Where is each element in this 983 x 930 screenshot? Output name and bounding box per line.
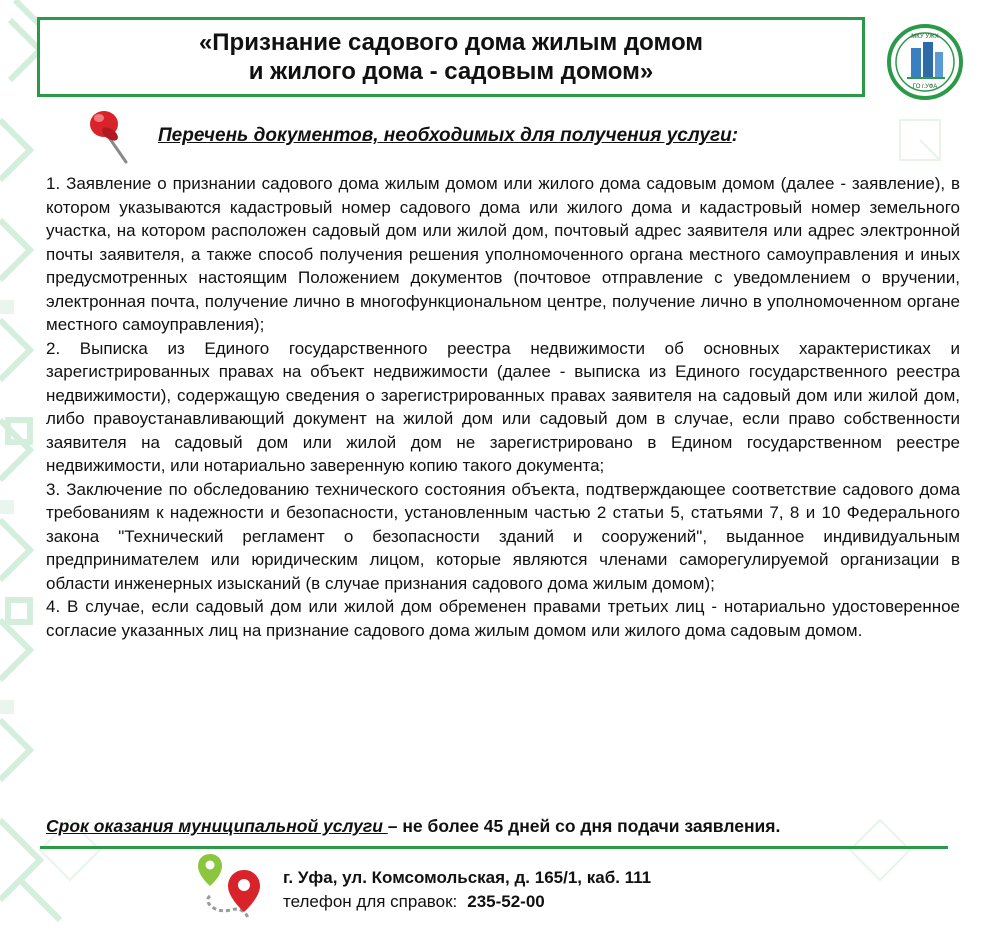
service-term-label: Срок оказания муниципальной услуги [46,816,388,836]
phone-label: телефон для справок: [283,892,458,911]
title-box [37,17,865,97]
map-route-icon [196,852,266,922]
list-item: 3. Заключение по обследованию технического состояния объекта, подтверждающее соответствие садового дома требованиям к надежности и безопасности, установленным частью 2 статьи 5, статьями 7, 8 и 10 Федерального закона "Технический регламент о безопасности зданий и сооружений", выданное индивидуальным предпринимателем или юридическим лицом, которые являются членами саморегулируемой организации в области инженерных изысканий (в случае признания садового дома жилым домом); [46,479,960,593]
contact-phone [283,892,545,912]
documents-list [46,172,960,642]
documents-list-heading-text: Перечень документов, необходимых для получения услуги [158,125,732,146]
organization-logo [887,24,963,100]
divider [40,846,948,849]
contact-address: г. Уфа, ул. Комсомольская, д. 165/1, каб. 111 [283,868,652,887]
service-term [46,816,960,837]
phone-number: 235-52-00 [467,892,545,911]
service-term-value: – не более 45 дней со дня подачи заявления. [387,816,781,836]
svg-text:ГО г.УФА: ГО г.УФА [912,84,938,90]
push-pin-icon [86,106,136,166]
list-item: 1. Заявление о признании садового дома жилым домом или жилого дома садовым домом (далее - заявление), в котором указываются кадастровый номер садового дома или жилого дома и кадастровый номер земельного участка, на котором расположен садовый дом или жилой дом, почтовый адрес заявителя или адрес электронной почты заявителя, а также способ получения решения уполномоченного органа местного самоуправления и иных предусмотренных настоящим Положением документов (почтовое отправление с уведомлением о вручении, электронная почта, получение лично в многофункциональном центре, получение лично в уполномоченном органе местного самоуправления); [46,174,960,334]
page-title: «Признание садового дома жилым домом и жилого дома - садовым домом» [198,29,704,85]
documents-list-heading-colon: : [731,125,739,146]
list-item: 2. Выписка из Единого государственного реестра недвижимости об основных характеристиках и зарегистрированных правах на объект недвижимости (далее - выписка из Единого государственного реестра недвижимости), содержащую сведения о зарегистрированных правах заявителя на садовый дом или жилой дом, либо правоустанавливающий документ на жилой дом или садовый дом в случае, если право собственности заявителя на садовый дом или жилой дом не зарегистрировано в Едином государственном реестре недвижимости, или нотариально заверенную копию такого документа; [46,338,960,475]
list-item: 4. В случае, если садовый дом или жилой дом обременен правами третьих лиц - нотариально удостоверенное согласие указанных лиц на признание садового дома жилым домом или жилого дома садовым домом. [46,597,960,640]
svg-text:МКУ УЖХ: МКУ УЖХ [911,34,939,40]
documents-list-heading [158,125,918,147]
